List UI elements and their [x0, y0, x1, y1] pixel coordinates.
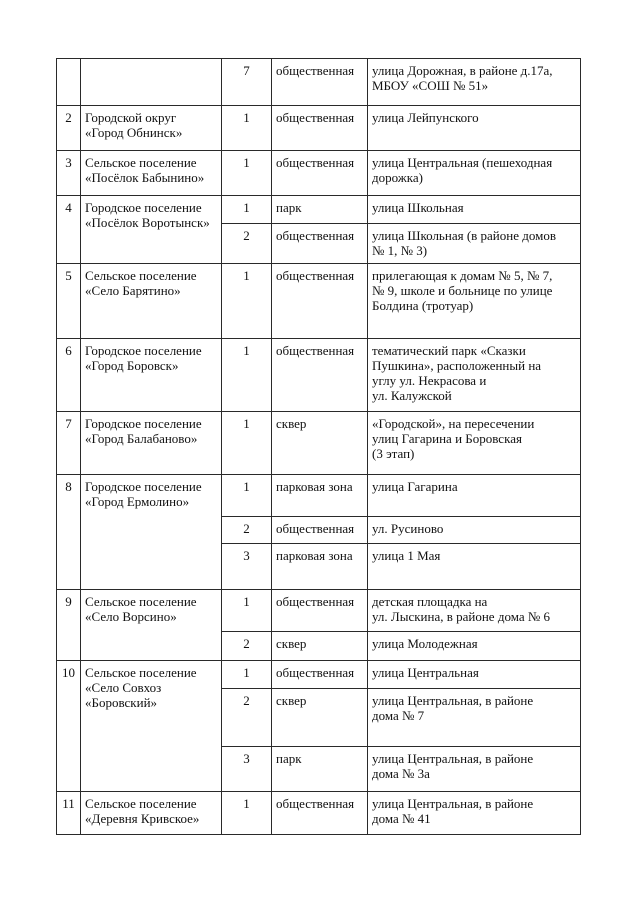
- table-row: [57, 264, 581, 339]
- address-cell: улица Центральная, в районе дома № 3а: [368, 747, 581, 792]
- table-row: [57, 661, 581, 689]
- sub-number-cell: 1: [222, 106, 272, 151]
- territory-type-cell: общественная: [272, 106, 368, 151]
- territory-type-cell: сквер: [272, 412, 368, 475]
- territory-type-cell: парк: [272, 747, 368, 792]
- address-cell: «Городской», на пересечении улиц Гагарина и Боровская (3 этап): [368, 412, 581, 475]
- sub-number-cell: 1: [222, 339, 272, 412]
- territory-type-cell: парковая зона: [272, 475, 368, 517]
- municipality-cell: Городское поселение «Посёлок Воротынск»: [81, 196, 222, 264]
- table-row: [57, 151, 581, 196]
- table-row: [57, 196, 581, 224]
- sub-number-cell: 1: [222, 412, 272, 475]
- municipality-cell: Сельское поселение «Деревня Кривское»: [81, 792, 222, 835]
- municipality-cell: Сельское поселение «Село Барятино»: [81, 264, 222, 339]
- row-number-cell: 9: [57, 590, 81, 661]
- row-number-cell: 3: [57, 151, 81, 196]
- table-row: [57, 412, 581, 475]
- address-cell: улица Центральная, в районе дома № 41: [368, 792, 581, 835]
- address-cell: прилегающая к домам № 5, № 7, № 9, школе и больнице по улице Болдина (тротуар): [368, 264, 581, 339]
- table-row: [57, 339, 581, 412]
- row-number-cell: 10: [57, 661, 81, 792]
- table-row: [57, 106, 581, 151]
- address-cell: улица Школьная (в районе домов № 1, № 3): [368, 224, 581, 264]
- territory-type-cell: общественная: [272, 59, 368, 106]
- row-number-cell: 4: [57, 196, 81, 264]
- municipality-cell: [81, 59, 222, 106]
- sub-number-cell: 2: [222, 632, 272, 661]
- row-number-cell: 8: [57, 475, 81, 590]
- sub-number-cell: 1: [222, 661, 272, 689]
- territory-type-cell: парковая зона: [272, 544, 368, 590]
- municipality-cell: Городской округ «Город Обнинск»: [81, 106, 222, 151]
- municipality-cell: Городское поселение «Город Боровск»: [81, 339, 222, 412]
- row-number-cell: 7: [57, 412, 81, 475]
- municipality-cell: Сельское поселение «Село Ворсино»: [81, 590, 222, 661]
- territories-table: [56, 58, 581, 835]
- sub-number-cell: 2: [222, 517, 272, 544]
- municipality-cell: Городское поселение «Город Балабаново»: [81, 412, 222, 475]
- address-cell: ул. Русиново: [368, 517, 581, 544]
- territory-type-cell: общественная: [272, 264, 368, 339]
- sub-number-cell: 1: [222, 792, 272, 835]
- sub-number-cell: 2: [222, 689, 272, 747]
- address-cell: улица Центральная: [368, 661, 581, 689]
- municipality-cell: Сельское поселение «Село Совхоз «Боровский»: [81, 661, 222, 792]
- sub-number-cell: 7: [222, 59, 272, 106]
- address-cell: улица Молодежная: [368, 632, 581, 661]
- table-row: [57, 590, 581, 632]
- territory-type-cell: общественная: [272, 661, 368, 689]
- territory-type-cell: парк: [272, 196, 368, 224]
- address-cell: тематический парк «Сказки Пушкина», расположенный на углу ул. Некрасова и ул. Калужской: [368, 339, 581, 412]
- address-cell: улица Гагарина: [368, 475, 581, 517]
- territory-type-cell: общественная: [272, 224, 368, 264]
- row-number-cell: 6: [57, 339, 81, 412]
- table-row: [57, 792, 581, 835]
- address-cell: улица Дорожная, в районе д.17а, МБОУ «СОШ № 51»: [368, 59, 581, 106]
- row-number-cell: 2: [57, 106, 81, 151]
- sub-number-cell: 1: [222, 475, 272, 517]
- address-cell: детская площадка на ул. Лыскина, в районе дома № 6: [368, 590, 581, 632]
- sub-number-cell: 1: [222, 590, 272, 632]
- municipality-cell: Сельское поселение «Посёлок Бабынино»: [81, 151, 222, 196]
- table-row: [57, 59, 581, 106]
- address-cell: улица Центральная, в районе дома № 7: [368, 689, 581, 747]
- sub-number-cell: 1: [222, 151, 272, 196]
- sub-number-cell: 2: [222, 224, 272, 264]
- sub-number-cell: 1: [222, 196, 272, 224]
- territory-type-cell: общественная: [272, 151, 368, 196]
- sub-number-cell: 1: [222, 264, 272, 339]
- row-number-cell: [57, 59, 81, 106]
- address-cell: улица 1 Мая: [368, 544, 581, 590]
- sub-number-cell: 3: [222, 747, 272, 792]
- territory-type-cell: сквер: [272, 632, 368, 661]
- territory-type-cell: общественная: [272, 590, 368, 632]
- address-cell: улица Центральная (пешеходная дорожка): [368, 151, 581, 196]
- row-number-cell: 5: [57, 264, 81, 339]
- row-number-cell: 11: [57, 792, 81, 835]
- territory-type-cell: общественная: [272, 339, 368, 412]
- sub-number-cell: 3: [222, 544, 272, 590]
- territory-type-cell: общественная: [272, 517, 368, 544]
- municipality-cell: Городское поселение «Город Ермолино»: [81, 475, 222, 590]
- address-cell: улица Лейпунского: [368, 106, 581, 151]
- territory-type-cell: общественная: [272, 792, 368, 835]
- territory-type-cell: сквер: [272, 689, 368, 747]
- table-row: [57, 475, 581, 517]
- address-cell: улица Школьная: [368, 196, 581, 224]
